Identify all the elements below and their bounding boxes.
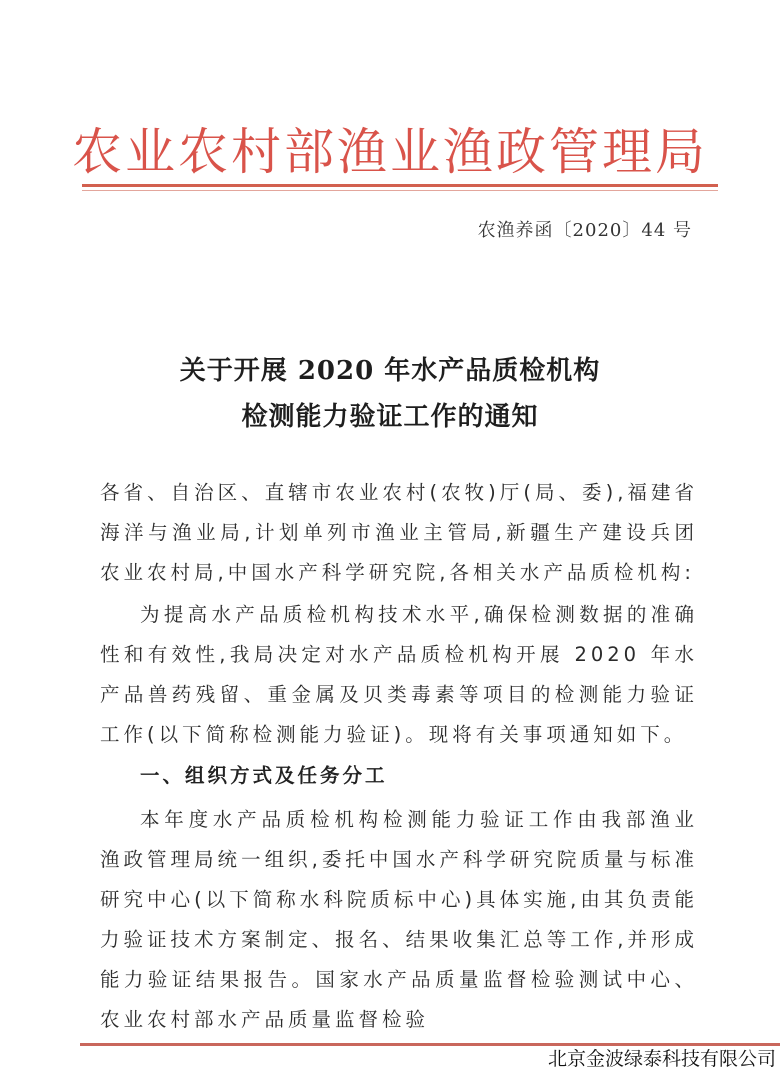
document-number: 农渔养函〔2020〕44 号 <box>477 220 692 241</box>
header-red-rule-thin <box>82 190 718 191</box>
recipients-paragraph: 各省、自治区、直辖市农业农村(农牧)厅(局、委),福建省海洋与渔业局,计划单列市渔业主管局,新疆生产建设兵团农业农村局,中国水产科学研究院,各相关水产品质检机构: <box>100 481 698 584</box>
company-watermark: 北京金波绿泰科技有限公司 <box>547 1048 776 1070</box>
issuer-header: 农业农村部渔业渔政管理局 <box>72 123 708 181</box>
header-red-rule <box>82 184 718 187</box>
document-title-line-1: 关于开展 2020 年水产品质检机构 <box>179 356 601 386</box>
section-heading-1: 一、组织方式及任务分工 <box>140 764 388 787</box>
body-paragraph-2: 本年度水产品质检机构检测能力验证工作由我部渔业渔政管理局统一组织,委托中国水产科学研究院质量与标准研究中心(以下简称水科院质标中心)具体实施,由其负责能力验证技术方案制定、报名、结果收集汇总等工作,并形成能力验证结果报告。国家水产品质量监督检验测试中心、农业农村部水产品质量监督检验 <box>100 808 698 1031</box>
document-title-line-2: 检测能力验证工作的通知 <box>241 402 539 432</box>
body-paragraph-1: 为提高水产品质检机构技术水平,确保检测数据的准确性和有效性,我局决定对水产品质检机构开展 2020 年水产品兽药残留、重金属及贝类毒素等项目的检测能力验证工作(以下简称检测能力验证)。现将有关事项通知如下。 <box>100 603 698 746</box>
